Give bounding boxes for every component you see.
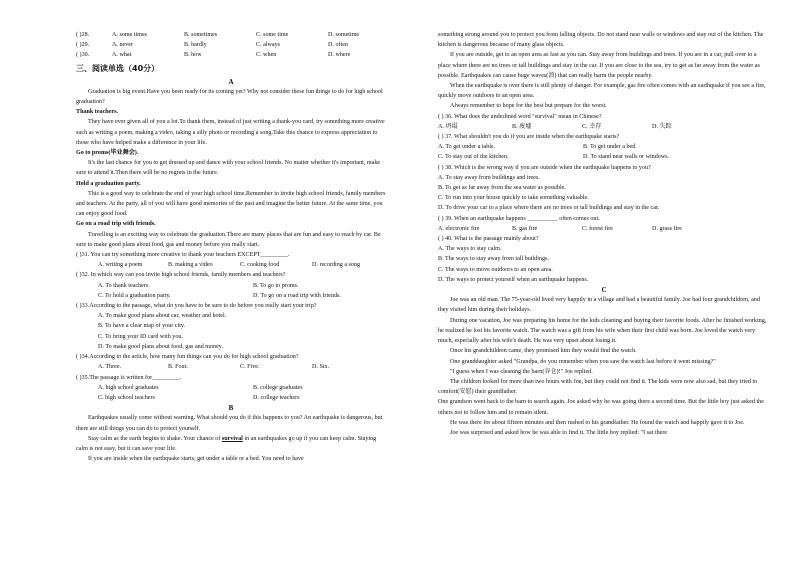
option-a: A. To make good plans about car, weather and hotel.	[98, 313, 227, 320]
question-40-stem: ( ) 40. What is the passage mainly about?	[438, 236, 539, 243]
passage-c-label: C	[601, 286, 607, 295]
passage-a-label: A	[228, 77, 234, 86]
option-c: C. cooking food	[240, 262, 280, 269]
option-a: A. Three.	[98, 364, 122, 371]
option-d: D. recording a song	[312, 262, 361, 269]
option-a: A. electronic fire	[438, 225, 480, 232]
option-d: D. The ways to protect yourself when an earthquake happens.	[438, 276, 589, 283]
option-d: D. sometime	[328, 32, 360, 38]
option-b: B. To have a clear map of your city.	[98, 323, 186, 330]
option-c: C. The ways to move outdoors to an open area.	[438, 266, 553, 273]
passage-a-paragraph: Travelling is an exciting way to celebrate the graduation.There are many places that are fun and easy to reach by car. Be sure to make good plans about food, gas and money before you really start.	[76, 231, 381, 248]
passage-a-paragraph: This is a good way to celebrate the end of your high school time.Remember to invite high school friends, family members and teachers. At the party, all of you will have good memories of the past and imagine the better future. At the same time, you can enjoy good food.	[76, 190, 386, 218]
option-c: C. To hold a graduation party.	[98, 292, 171, 299]
option-b: B. To get as far away from the sea water as possible.	[438, 185, 566, 192]
option-b: B. To get under a bed.	[583, 144, 637, 151]
left-column	[76, 30, 386, 464]
option-b: B. To go to proms.	[253, 282, 299, 289]
question-34-options	[76, 362, 386, 372]
heading-thank-teachers: Thank teachers.	[76, 109, 118, 116]
option-b: B. college graduates	[253, 384, 303, 391]
option-d: D. To make good plans about food, gas and money.	[98, 343, 223, 350]
option-a: A. what	[112, 52, 132, 59]
underlined-word: survival	[221, 435, 243, 442]
option-d: D. To drive your car to a place where there are no trees or tall buildings and stay in the car.	[438, 205, 660, 212]
option-a: A. writing a poem	[98, 262, 143, 269]
passage-b-paragraph: If you are inside when the earthquake starts, get under a table or a bed. You need to have	[88, 456, 304, 463]
passage-c-paragraph: One granddaughter asked "Grandpa, do you remember when you saw the watch last before it went missing?"	[450, 358, 716, 365]
option-a: A. To stay away from buildings and trees.	[438, 174, 540, 181]
passage-c-paragraph: Once his grandchildren came, they promised him they would find the watch.	[450, 348, 637, 355]
option-a: A. never	[112, 42, 133, 49]
passage-c-paragraph: Joe was surprised and asked how he was able to find it. The little boy replied: "I sat there	[450, 429, 668, 436]
question-36-stem: ( ) 36. What does the underlined word "survival" mean in Chinese?	[438, 113, 602, 120]
question-31-stem: ( )31. You can try something more creative to thank your teachers EXCEPT_________.	[76, 252, 290, 259]
option-c: C. To stay out of the kitchen.	[438, 154, 509, 161]
option-b: B. sometimes	[184, 32, 218, 38]
option-c: C. Five.	[240, 364, 260, 371]
passage-b-paragraph	[76, 434, 386, 454]
heading-proms: Go to proms(毕业舞会).	[76, 150, 139, 157]
passage-a-intro: Graduation is big event.Have you been ready for its coming yet? Why not consider these fun things to do for high school graduation?	[76, 88, 383, 106]
question-33-stem: ( )33.According to the passage, what do you have to be sure to do before you really start your trip?	[76, 303, 317, 310]
section-title: 三、阅读单选（40分）	[76, 63, 160, 73]
question-29	[76, 40, 386, 50]
passage-b-paragraph: When the earthquake is over there is still plenty of danger. For example, gas fire often comes with an earthquake if you see a fire, quickly move outdoors to an open area.	[438, 83, 766, 100]
option-a: A. 坍塌	[438, 123, 458, 130]
option-a: A. some times	[112, 32, 148, 38]
option-d: D. grass fire	[652, 225, 682, 232]
question-37-stem: ( ) 37. What shouldn't you do if you are inside when the earthquake starts?	[438, 134, 620, 141]
option-c: C. To run into your house quickly to take something valuable.	[438, 195, 589, 202]
option-c: C. high school teachers	[98, 394, 155, 401]
option-d: D. college teachers	[253, 394, 300, 401]
right-column	[438, 30, 770, 438]
option-c: C. To bring your ID card with you.	[98, 333, 183, 340]
passage-c-paragraph: Joe was an old man. The 75-year-old lived very happily in a village and had a beautiful family. Joe had four grandchildren, and they visited him during their holidays.	[438, 297, 760, 314]
question-31-options	[76, 260, 386, 270]
heading-party: Hold a graduation party.	[76, 180, 141, 187]
option-c: C. 幸存	[582, 123, 602, 130]
passage-b-continued: something strong around you to protect you from falling objects. Do not stand near walls or windows and stay out of the kitchen. The kitchen is dangerous because of many glass objects.	[438, 32, 764, 49]
option-b: B. 废墟	[512, 123, 532, 130]
question-37-options	[438, 142, 770, 162]
question-35-options	[76, 383, 386, 403]
passage-c-paragraph: One grandson went back to the barn to search again. Joe asked why he was going there a second time. But the little boy just asked the others not to follow him and to remain silent.	[438, 399, 764, 416]
question-number: ( )29.	[76, 42, 90, 49]
question-number: ( )30.	[76, 52, 90, 59]
heading-road-trip: Go on a road trip with friends.	[76, 221, 156, 228]
passage-a-paragraph: They have ever given all of you a lot.To thank them, instead of just writing a thank-you card, try something more creative such as writing a poem, making a video, taking a silly photo or recording a song.Take this chance to express appreciation to those who have helped make a difference in your life.	[76, 119, 385, 146]
question-39-options	[438, 224, 770, 234]
question-32-stem: ( )32. In which way can you invite high school friends, family members and teachers?	[76, 272, 286, 279]
option-d: D. To go on a road trip with friends.	[253, 292, 341, 299]
passage-c-paragraph: The children looked for more than two hours with Joe, but they could not find it. The kids were now also sad, but they tried to comfort(安慰) their grandfather.	[438, 378, 758, 396]
question-39-stem: ( ) 39. When an earthquake happens __________ often comes out.	[438, 215, 600, 222]
option-b: B. The ways to stay away from tall buildings.	[438, 256, 549, 263]
passage-b-paragraph: Always remember to hope for the best but prepare for the worst.	[450, 103, 607, 110]
question-35-stem: ( )35.The passage is written for_________.	[76, 374, 182, 381]
option-c: C. when	[256, 52, 277, 59]
passage-c-paragraph: He was there for about fifteen minutes and then rushed to his grandfather. He found the watch and happily gave it to Joe.	[450, 419, 745, 426]
passage-c-paragraph: "I guess when I was cleaning the barn(谷仓)!" Joe replied.	[450, 368, 593, 375]
option-d: D. To stand near walls or windows.	[583, 154, 670, 161]
text-span: Stay calm as the earth begins to shake. Your chance of	[88, 435, 222, 442]
option-a: A. high school graduates	[98, 384, 159, 391]
question-28	[76, 30, 386, 40]
option-b: B. making a video	[168, 262, 213, 269]
question-36-options	[438, 122, 770, 132]
option-a: A. To get under a table.	[438, 144, 496, 151]
option-a: A. The ways to stay calm.	[438, 246, 502, 253]
option-a: A. To thank teachers.	[98, 282, 150, 289]
question-30	[76, 50, 386, 60]
question-number: ( )28.	[76, 32, 90, 38]
option-b: B. Four.	[168, 364, 188, 371]
option-d: D. Six.	[312, 364, 330, 371]
passage-b-paragraph: Earthquakes usually come without warning. What should you do if this happens to you? An earthquake is dangerous, but there are still things you can do to protect yourself.	[76, 415, 383, 432]
passage-a-paragraph: It's the last chance for you to get dressed up and dance with your school friends. No matter whether it's important, make sure to attend it.Then there will be no regrets in the future.	[76, 160, 381, 177]
option-c: C. forest fire	[582, 225, 613, 232]
question-32-options	[76, 281, 386, 301]
option-b: B. gas fire	[512, 225, 538, 232]
text-span: in an earthquakes go up if you can keep calm. Staying calm is not easy, but it can save your life.	[76, 435, 377, 452]
passage-c-paragraph: During one vacation, Joe was preparing his home for the kids cleaning and buying their favorite foods. After he finished working, he realized he lost his favorite watch. The watch was a gift from his wife when their first child was born. Joe loved the watch very much, especially after his wife's death. He was very upset about losing it.	[438, 317, 767, 345]
option-c: C. some time	[256, 32, 289, 38]
option-d: D. often	[328, 42, 348, 49]
passage-b-paragraph: If you are outside, get to an open area as fast as you can. Stay away from buildings and trees. If you are in a car, pull over to a place where there are no trees or tall buildings and stay in the car. If you are close to the sea, try to get as far away from the water as possible. Earthquakes can cause huge waves(浪) that can really harm the people nearby.	[438, 52, 760, 79]
question-34-stem: ( )34.According to the article, how many fun things can you do for high school graduation?	[76, 354, 299, 361]
passage-b-label: B	[228, 404, 234, 413]
question-38-stem: ( ) 38. Which is the wrong way if you are outside when the earthquake happens to you?	[438, 164, 651, 171]
option-b: B. hardly	[184, 42, 207, 49]
option-d: D. where	[328, 52, 351, 59]
option-d: D. 失踪	[652, 123, 672, 130]
option-b: B. how	[184, 52, 202, 59]
option-c: C. always	[256, 42, 281, 49]
